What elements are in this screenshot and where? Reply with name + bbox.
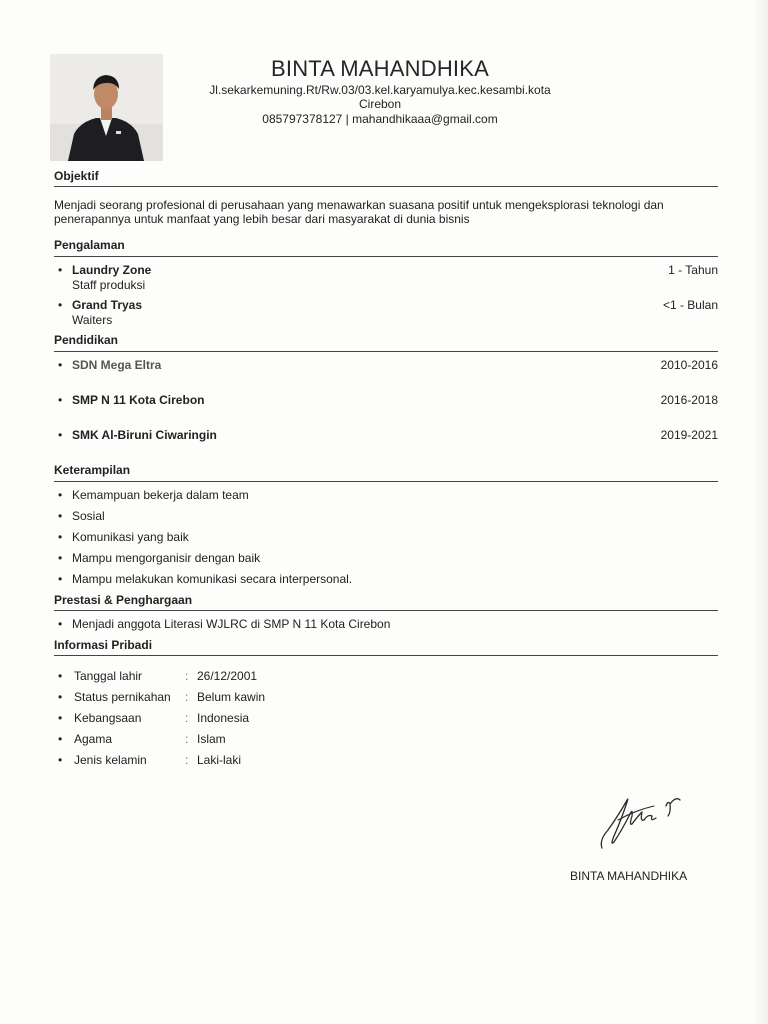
skill-text: Mampu melakukan komunikasi secara interpersonal. xyxy=(72,572,353,586)
education-years: 2016-2018 xyxy=(660,393,718,407)
education-school: SMP N 11 Kota Cirebon xyxy=(72,393,205,407)
section-heading-education: Pendidikan xyxy=(54,333,119,347)
section-divider xyxy=(54,610,718,611)
contact-info: 085797378127 | mahandhikaaa@gmail.com xyxy=(262,112,498,126)
education-school: SMK Al-Biruni Ciwaringin xyxy=(72,428,217,442)
bullet-icon: • xyxy=(58,732,63,746)
bullet-icon: • xyxy=(58,711,63,725)
personal-label: Agama xyxy=(74,732,113,746)
experience-item xyxy=(58,263,718,293)
personal-label: Tanggal lahir xyxy=(74,669,143,683)
personal-label: Kebangsaan xyxy=(74,711,142,725)
signature-name: BINTA MAHANDHIKA xyxy=(570,869,688,883)
section-divider xyxy=(54,655,718,656)
section-divider xyxy=(54,351,718,352)
skill-text: Komunikasi yang baik xyxy=(72,530,189,544)
experience-role: Waiters xyxy=(72,313,113,327)
bullet-icon: • xyxy=(58,530,63,544)
bullet-icon: • xyxy=(58,572,63,586)
colon-separator: : xyxy=(185,669,189,683)
section-divider xyxy=(54,481,718,482)
experience-title: Grand Tryas xyxy=(72,298,143,312)
bullet-icon: • xyxy=(58,263,63,277)
section-heading-objective: Objektif xyxy=(54,169,99,183)
page-edge-shadow xyxy=(752,0,768,1024)
education-years: 2010-2016 xyxy=(660,358,718,372)
skill-text: Kemampuan bekerja dalam team xyxy=(72,488,249,502)
education-item xyxy=(58,428,718,443)
education-item xyxy=(58,393,718,408)
experience-title: Laundry Zone xyxy=(72,263,152,277)
skill-item xyxy=(58,509,105,524)
handwritten-signature xyxy=(596,790,686,852)
personal-value: Islam xyxy=(197,732,226,746)
bullet-icon: • xyxy=(58,617,63,631)
education-school: SDN Mega Eltra xyxy=(72,358,162,372)
colon-separator: : xyxy=(185,711,189,725)
section-heading-experience: Pengalaman xyxy=(54,238,125,252)
profile-photo xyxy=(50,54,163,161)
address-line-2: Cirebon xyxy=(358,97,402,111)
bullet-icon: • xyxy=(58,690,63,704)
personal-label: Jenis kelamin xyxy=(74,753,147,767)
bullet-icon: • xyxy=(58,509,63,523)
achievement-item xyxy=(58,617,390,632)
experience-role: Staff produksi xyxy=(72,278,146,292)
skill-item xyxy=(58,488,249,503)
experience-duration: <1 - Bulan xyxy=(662,298,718,312)
education-years: 2019-2021 xyxy=(660,428,718,442)
section-heading-achievements: Prestasi & Penghargaan xyxy=(54,593,193,607)
skill-item xyxy=(58,572,352,587)
skill-item xyxy=(58,551,260,566)
bullet-icon: • xyxy=(58,393,63,407)
section-heading-skills: Keterampilan xyxy=(54,463,131,477)
achievement-text: Menjadi anggota Literasi WJLRC di SMP N 11 Kota Cirebon xyxy=(72,617,391,631)
skill-item xyxy=(58,530,189,545)
bullet-icon: • xyxy=(58,551,63,565)
personal-value: Belum kawin xyxy=(197,690,266,704)
address-line-1: Jl.sekarkemuning.Rt/Rw.03/03.kel.karyamulya.kec.kesambi.kota xyxy=(209,83,551,97)
bullet-icon: • xyxy=(58,488,63,502)
skill-text: Sosial xyxy=(72,509,105,523)
bullet-icon: • xyxy=(58,753,63,767)
experience-duration: 1 - Tahun xyxy=(668,263,718,277)
education-item xyxy=(58,358,718,373)
personal-label: Status pernikahan xyxy=(74,690,171,704)
candidate-name: BINTA MAHANDHIKA xyxy=(271,56,489,81)
bullet-icon: • xyxy=(58,358,63,372)
personal-value: Indonesia xyxy=(197,711,250,725)
experience-item xyxy=(58,298,718,328)
personal-value: 26/12/2001 xyxy=(197,669,258,683)
bullet-icon: • xyxy=(58,428,63,442)
section-heading-personal: Informasi Pribadi xyxy=(54,638,153,652)
colon-separator: : xyxy=(185,690,189,704)
skill-text: Mampu mengorganisir dengan baik xyxy=(72,551,261,565)
section-divider xyxy=(54,256,718,257)
colon-separator: : xyxy=(185,732,189,746)
bullet-icon: • xyxy=(58,669,63,683)
colon-separator: : xyxy=(185,753,189,767)
bullet-icon: • xyxy=(58,298,63,312)
section-divider xyxy=(54,186,718,187)
personal-value: Laki-laki xyxy=(197,753,242,767)
objective-text: Menjadi seorang profesional di perusahaan yang menawarkan suasana positif untuk mengeksplorasi teknologi dan penerapannya untuk manfaat yang lebih besar dari masyarakat di dunia bisnis xyxy=(54,198,664,226)
